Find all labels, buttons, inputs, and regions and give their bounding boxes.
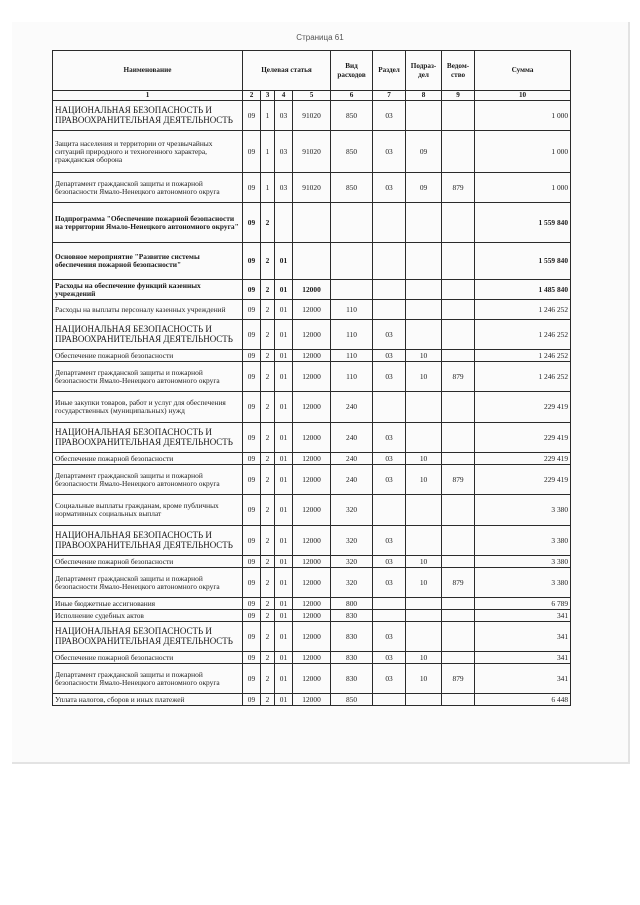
- cell-activity: 01: [275, 556, 293, 568]
- row-name: НАЦИОНАЛЬНАЯ БЕЗОПАСНОСТЬ И ПРАВООХРАНИТЕЛЬНАЯ ДЕЯТЕЛЬНОСТЬ: [53, 320, 243, 350]
- cell-expense-type: [331, 280, 373, 300]
- cell-direction: 12000: [293, 320, 331, 350]
- cell-subprogram: 2: [261, 495, 275, 526]
- table-row: [53, 453, 571, 465]
- cell-sum: 1 000: [475, 101, 571, 131]
- cell-direction: 12000: [293, 694, 331, 706]
- cell-department: [442, 622, 475, 652]
- table-row: [53, 495, 571, 526]
- cell-department: [442, 598, 475, 610]
- cell-program: 09: [243, 526, 261, 556]
- cell-subprogram: 2: [261, 526, 275, 556]
- cell-department: [442, 610, 475, 622]
- cell-subsection: [406, 243, 442, 280]
- cell-program: 09: [243, 664, 261, 694]
- cell-expense-type: 110: [331, 362, 373, 392]
- row-name: Подпрограмма "Обеспечение пожарной безопасности на территории Ямало-Ненецкого автономного округа": [53, 203, 243, 243]
- column-number: 4: [275, 91, 293, 101]
- cell-subsection: [406, 320, 442, 350]
- cell-program: 09: [243, 453, 261, 465]
- cell-subsection: 10: [406, 652, 442, 664]
- header-department: Ведом-ство: [442, 51, 475, 91]
- cell-expense-type: 240: [331, 423, 373, 453]
- cell-sum: 6 448: [475, 694, 571, 706]
- table-header-row: [53, 51, 571, 91]
- table-row: [53, 526, 571, 556]
- table-row: [53, 101, 571, 131]
- table-row: [53, 652, 571, 664]
- cell-department: [442, 694, 475, 706]
- cell-sum: 1 246 252: [475, 362, 571, 392]
- table-row: [53, 392, 571, 423]
- cell-sum: 3 380: [475, 556, 571, 568]
- cell-direction: 12000: [293, 526, 331, 556]
- cell-subsection: 09: [406, 173, 442, 203]
- cell-department: 879: [442, 664, 475, 694]
- cell-direction: 91020: [293, 131, 331, 173]
- cell-program: 09: [243, 350, 261, 362]
- header-sum: Сумма: [475, 51, 571, 91]
- header-name: Наименование: [53, 51, 243, 91]
- column-number: 7: [373, 91, 406, 101]
- cell-subprogram: 2: [261, 568, 275, 598]
- cell-direction: 91020: [293, 173, 331, 203]
- row-name: Уплата налогов, сборов и иных платежей: [53, 694, 243, 706]
- cell-subprogram: 2: [261, 622, 275, 652]
- cell-department: [442, 320, 475, 350]
- table-row: [53, 610, 571, 622]
- cell-department: [442, 101, 475, 131]
- cell-program: 09: [243, 300, 261, 320]
- cell-subsection: 10: [406, 465, 442, 495]
- table-row: [53, 568, 571, 598]
- cell-department: [442, 280, 475, 300]
- cell-direction: 12000: [293, 350, 331, 362]
- table-row: [53, 350, 571, 362]
- cell-department: [442, 300, 475, 320]
- row-name: Основное мероприятие "Развитие системы обеспечения пожарной безопасности": [53, 243, 243, 280]
- cell-expense-type: 240: [331, 392, 373, 423]
- cell-department: [442, 495, 475, 526]
- cell-activity: 01: [275, 495, 293, 526]
- cell-department: [442, 652, 475, 664]
- cell-subsection: 09: [406, 131, 442, 173]
- cell-section: 03: [373, 320, 406, 350]
- cell-subprogram: 2: [261, 423, 275, 453]
- cell-program: 09: [243, 362, 261, 392]
- cell-subprogram: 2: [261, 300, 275, 320]
- table-row: [53, 300, 571, 320]
- cell-sum: 229 419: [475, 423, 571, 453]
- cell-activity: 01: [275, 526, 293, 556]
- row-name: Исполнение судебных актов: [53, 610, 243, 622]
- cell-subprogram: 2: [261, 664, 275, 694]
- cell-subsection: 10: [406, 453, 442, 465]
- cell-subsection: 10: [406, 350, 442, 362]
- cell-sum: 229 419: [475, 453, 571, 465]
- row-name: Расходы на выплаты персоналу казенных учреждений: [53, 300, 243, 320]
- cell-activity: 01: [275, 362, 293, 392]
- row-name: Иные бюджетные ассигнования: [53, 598, 243, 610]
- cell-direction: 12000: [293, 610, 331, 622]
- cell-department: [442, 392, 475, 423]
- cell-expense-type: 240: [331, 453, 373, 465]
- cell-program: 09: [243, 622, 261, 652]
- cell-activity: 01: [275, 350, 293, 362]
- cell-direction: 12000: [293, 622, 331, 652]
- row-name: Департамент гражданской защиты и пожарной безопасности Ямало-Ненецкого автономного округа: [53, 568, 243, 598]
- cell-subprogram: 2: [261, 598, 275, 610]
- row-name: Защита населения и территории от чрезвычайных ситуаций природного и техногенного характера, гражданская оборона: [53, 131, 243, 173]
- header-target: Целевая статья: [243, 51, 331, 91]
- cell-department: [442, 243, 475, 280]
- cell-subsection: [406, 203, 442, 243]
- cell-direction: 91020: [293, 101, 331, 131]
- cell-section: 03: [373, 101, 406, 131]
- cell-subsection: 10: [406, 664, 442, 694]
- cell-direction: 12000: [293, 495, 331, 526]
- cell-program: 09: [243, 568, 261, 598]
- cell-subsection: [406, 300, 442, 320]
- cell-activity: 01: [275, 243, 293, 280]
- cell-section: 03: [373, 622, 406, 652]
- cell-subprogram: 2: [261, 280, 275, 300]
- row-name: Расходы на обеспечение функций казенных учреждений: [53, 280, 243, 300]
- table-row: [53, 598, 571, 610]
- cell-subsection: 10: [406, 556, 442, 568]
- row-name: Департамент гражданской защиты и пожарной безопасности Ямало-Ненецкого автономного округа: [53, 173, 243, 203]
- table-row: [53, 362, 571, 392]
- cell-sum: 341: [475, 664, 571, 694]
- cell-subprogram: 2: [261, 610, 275, 622]
- cell-expense-type: 320: [331, 495, 373, 526]
- cell-program: 09: [243, 556, 261, 568]
- cell-program: 09: [243, 280, 261, 300]
- table-row: [53, 664, 571, 694]
- cell-activity: 01: [275, 280, 293, 300]
- cell-sum: 3 380: [475, 526, 571, 556]
- cell-activity: [275, 203, 293, 243]
- cell-section: 03: [373, 131, 406, 173]
- cell-sum: 229 419: [475, 392, 571, 423]
- cell-sum: 1 000: [475, 173, 571, 203]
- cell-expense-type: 850: [331, 131, 373, 173]
- cell-subprogram: 1: [261, 131, 275, 173]
- cell-activity: 01: [275, 694, 293, 706]
- cell-program: 09: [243, 173, 261, 203]
- cell-direction: 12000: [293, 568, 331, 598]
- cell-section: [373, 610, 406, 622]
- cell-activity: 01: [275, 300, 293, 320]
- cell-department: 879: [442, 465, 475, 495]
- cell-sum: 341: [475, 610, 571, 622]
- cell-department: 879: [442, 173, 475, 203]
- cell-expense-type: 320: [331, 568, 373, 598]
- table-row: [53, 465, 571, 495]
- cell-direction: 12000: [293, 664, 331, 694]
- cell-direction: [293, 203, 331, 243]
- header-subsection: Подраз-дел: [406, 51, 442, 91]
- table-row: [53, 622, 571, 652]
- cell-section: 03: [373, 556, 406, 568]
- cell-department: [442, 203, 475, 243]
- cell-section: 03: [373, 453, 406, 465]
- cell-expense-type: 800: [331, 598, 373, 610]
- cell-expense-type: [331, 203, 373, 243]
- table-row: [53, 423, 571, 453]
- cell-department: [442, 526, 475, 556]
- row-name: Департамент гражданской защиты и пожарной безопасности Ямало-Ненецкого автономного округа: [53, 664, 243, 694]
- cell-activity: 01: [275, 320, 293, 350]
- table-row: [53, 131, 571, 173]
- row-name: Иные закупки товаров, работ и услуг для обеспечения государственных (муниципальных) нужд: [53, 392, 243, 423]
- cell-section: 03: [373, 423, 406, 453]
- column-number: 8: [406, 91, 442, 101]
- cell-department: [442, 131, 475, 173]
- cell-subprogram: 2: [261, 465, 275, 495]
- column-number: 1: [53, 91, 243, 101]
- cell-activity: 01: [275, 622, 293, 652]
- cell-subprogram: 2: [261, 453, 275, 465]
- table-row: [53, 694, 571, 706]
- table-row: [53, 280, 571, 300]
- cell-expense-type: 320: [331, 526, 373, 556]
- table-row: [53, 320, 571, 350]
- row-name: НАЦИОНАЛЬНАЯ БЕЗОПАСНОСТЬ И ПРАВООХРАНИТЕЛЬНАЯ ДЕЯТЕЛЬНОСТЬ: [53, 622, 243, 652]
- cell-expense-type: 830: [331, 622, 373, 652]
- cell-expense-type: 850: [331, 173, 373, 203]
- cell-subprogram: 2: [261, 652, 275, 664]
- cell-section: [373, 598, 406, 610]
- cell-sum: 1 000: [475, 131, 571, 173]
- cell-sum: 1 485 840: [475, 280, 571, 300]
- cell-subprogram: 2: [261, 362, 275, 392]
- cell-subprogram: 2: [261, 556, 275, 568]
- row-name: Обеспечение пожарной безопасности: [53, 453, 243, 465]
- row-name: Обеспечение пожарной безопасности: [53, 350, 243, 362]
- cell-direction: 12000: [293, 453, 331, 465]
- cell-activity: 01: [275, 664, 293, 694]
- cell-section: 03: [373, 465, 406, 495]
- cell-program: 09: [243, 465, 261, 495]
- cell-expense-type: 830: [331, 610, 373, 622]
- cell-program: 09: [243, 203, 261, 243]
- cell-section: [373, 300, 406, 320]
- row-name: Социальные выплаты гражданам, кроме публичных нормативных социальных выплат: [53, 495, 243, 526]
- cell-expense-type: 830: [331, 664, 373, 694]
- cell-direction: 12000: [293, 392, 331, 423]
- blank-margin: [0, 765, 640, 905]
- cell-department: [442, 556, 475, 568]
- cell-direction: [293, 243, 331, 280]
- cell-activity: 03: [275, 173, 293, 203]
- cell-section: [373, 694, 406, 706]
- cell-program: 09: [243, 320, 261, 350]
- cell-department: [442, 453, 475, 465]
- cell-subsection: [406, 622, 442, 652]
- cell-activity: 03: [275, 131, 293, 173]
- cell-subsection: [406, 526, 442, 556]
- column-number: 3: [261, 91, 275, 101]
- cell-direction: 12000: [293, 556, 331, 568]
- cell-activity: 01: [275, 423, 293, 453]
- cell-program: 09: [243, 652, 261, 664]
- cell-subsection: [406, 101, 442, 131]
- cell-subsection: [406, 694, 442, 706]
- column-number: 6: [331, 91, 373, 101]
- cell-subsection: [406, 495, 442, 526]
- table-row: [53, 173, 571, 203]
- cell-subprogram: 1: [261, 173, 275, 203]
- cell-sum: 1 559 840: [475, 203, 571, 243]
- row-name: Обеспечение пожарной безопасности: [53, 556, 243, 568]
- cell-subsection: [406, 610, 442, 622]
- cell-activity: 01: [275, 453, 293, 465]
- cell-section: 03: [373, 362, 406, 392]
- cell-program: 09: [243, 694, 261, 706]
- cell-expense-type: 830: [331, 652, 373, 664]
- cell-subprogram: 2: [261, 694, 275, 706]
- cell-direction: 12000: [293, 300, 331, 320]
- row-name: Департамент гражданской защиты и пожарной безопасности Ямало-Ненецкого автономного округа: [53, 362, 243, 392]
- cell-subprogram: 2: [261, 243, 275, 280]
- column-number: 9: [442, 91, 475, 101]
- cell-direction: 12000: [293, 465, 331, 495]
- cell-subprogram: 1: [261, 101, 275, 131]
- cell-subsection: [406, 392, 442, 423]
- cell-section: 03: [373, 664, 406, 694]
- header-section: Раздел: [373, 51, 406, 91]
- cell-program: 09: [243, 598, 261, 610]
- cell-subsection: [406, 598, 442, 610]
- cell-sum: 3 380: [475, 495, 571, 526]
- cell-sum: 1 559 840: [475, 243, 571, 280]
- cell-expense-type: 110: [331, 320, 373, 350]
- cell-subsection: 10: [406, 568, 442, 598]
- cell-expense-type: [331, 243, 373, 280]
- cell-program: 09: [243, 243, 261, 280]
- row-name: НАЦИОНАЛЬНАЯ БЕЗОПАСНОСТЬ И ПРАВООХРАНИТЕЛЬНАЯ ДЕЯТЕЛЬНОСТЬ: [53, 423, 243, 453]
- table-row: [53, 243, 571, 280]
- column-number-row: [53, 91, 571, 101]
- cell-direction: 12000: [293, 280, 331, 300]
- cell-expense-type: 320: [331, 556, 373, 568]
- cell-program: 09: [243, 495, 261, 526]
- cell-department: [442, 350, 475, 362]
- cell-section: [373, 392, 406, 423]
- cell-sum: 1 246 252: [475, 320, 571, 350]
- column-number: 5: [293, 91, 331, 101]
- cell-activity: 01: [275, 598, 293, 610]
- budget-table: [52, 50, 571, 706]
- cell-sum: 1 246 252: [475, 350, 571, 362]
- cell-subprogram: 2: [261, 392, 275, 423]
- column-number: 2: [243, 91, 261, 101]
- cell-subsection: [406, 280, 442, 300]
- cell-sum: 229 419: [475, 465, 571, 495]
- row-name: НАЦИОНАЛЬНАЯ БЕЗОПАСНОСТЬ И ПРАВООХРАНИТЕЛЬНАЯ ДЕЯТЕЛЬНОСТЬ: [53, 526, 243, 556]
- table-row: [53, 203, 571, 243]
- cell-section: [373, 495, 406, 526]
- cell-section: 03: [373, 350, 406, 362]
- cell-expense-type: 110: [331, 350, 373, 362]
- cell-department: 879: [442, 568, 475, 598]
- cell-activity: 01: [275, 568, 293, 598]
- column-number: 10: [475, 91, 571, 101]
- cell-program: 09: [243, 131, 261, 173]
- cell-direction: 12000: [293, 362, 331, 392]
- row-name: Обеспечение пожарной безопасности: [53, 652, 243, 664]
- cell-sum: 3 380: [475, 568, 571, 598]
- page-number-label: Страница 61: [296, 33, 344, 42]
- cell-activity: 01: [275, 465, 293, 495]
- cell-direction: 12000: [293, 598, 331, 610]
- cell-sum: 1 246 252: [475, 300, 571, 320]
- cell-program: 09: [243, 101, 261, 131]
- cell-department: 879: [442, 362, 475, 392]
- cell-sum: 341: [475, 622, 571, 652]
- cell-section: [373, 203, 406, 243]
- cell-subsection: 10: [406, 362, 442, 392]
- cell-activity: 01: [275, 610, 293, 622]
- cell-subprogram: 2: [261, 203, 275, 243]
- cell-section: [373, 243, 406, 280]
- cell-direction: 12000: [293, 652, 331, 664]
- cell-subprogram: 2: [261, 320, 275, 350]
- cell-expense-type: 850: [331, 101, 373, 131]
- cell-program: 09: [243, 423, 261, 453]
- cell-program: 09: [243, 610, 261, 622]
- cell-program: 09: [243, 392, 261, 423]
- cell-expense-type: 110: [331, 300, 373, 320]
- cell-expense-type: 240: [331, 465, 373, 495]
- row-name: Департамент гражданской защиты и пожарной безопасности Ямало-Ненецкого автономного округа: [53, 465, 243, 495]
- table-row: [53, 556, 571, 568]
- cell-sum: 341: [475, 652, 571, 664]
- cell-direction: 12000: [293, 423, 331, 453]
- cell-sum: 6 789: [475, 598, 571, 610]
- cell-activity: 01: [275, 652, 293, 664]
- cell-expense-type: 850: [331, 694, 373, 706]
- row-name: НАЦИОНАЛЬНАЯ БЕЗОПАСНОСТЬ И ПРАВООХРАНИТЕЛЬНАЯ ДЕЯТЕЛЬНОСТЬ: [53, 101, 243, 131]
- cell-department: [442, 423, 475, 453]
- cell-section: 03: [373, 652, 406, 664]
- cell-subsection: [406, 423, 442, 453]
- cell-section: 03: [373, 173, 406, 203]
- cell-activity: 01: [275, 392, 293, 423]
- cell-section: 03: [373, 568, 406, 598]
- cell-section: [373, 280, 406, 300]
- cell-subprogram: 2: [261, 350, 275, 362]
- cell-section: 03: [373, 526, 406, 556]
- header-expense-type: Вид расходов: [331, 51, 373, 91]
- cell-activity: 03: [275, 101, 293, 131]
